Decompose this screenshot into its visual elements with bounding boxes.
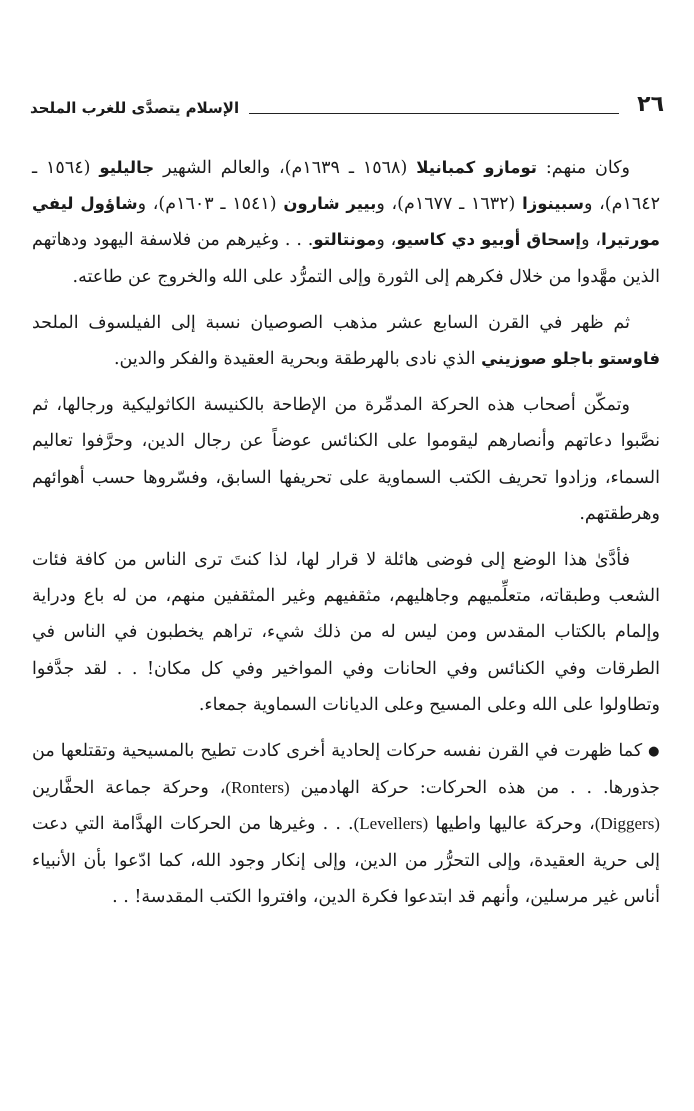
person-name: مونتالتو: [313, 230, 377, 250]
text-run: (١٦٣٢ ـ ١٦٧٧م)، و: [376, 194, 523, 215]
person-name: بيير شارون: [283, 194, 377, 214]
text-run: وكان منهم:: [537, 158, 631, 178]
paragraph: [32, 305, 660, 377]
text-run: ، و: [376, 230, 397, 251]
text-run: وتمكّن أصحاب هذه الحركة المدمِّرة من الإطاحة بالكنيسة الكاثوليكية ورجالها، ثم نصَّبوا دعاتهم وأنصارهم ليقوموا على الكنائس عوضاً عن رجال الدين، وحرَّفوا تعاليم السماء، وزادوا تحريف الكتب السماوية على تحريفها السابق، وفسّروها حسب أهوائهم وهرطقتهم.: [32, 395, 660, 524]
person-name: فاوستو باجلو صوزيني: [481, 349, 660, 369]
text-run: ، وحركة عاليها واطيها: [428, 814, 595, 835]
latin-term: (Diggers): [594, 814, 660, 834]
text-run: ثم ظهر في القرن السابع عشر مذهب الصوصيان نسبة إلى الفيلسوف الملحد: [32, 312, 630, 333]
text-run: ، وحركة جماعة الحفَّارين: [32, 778, 226, 799]
header-rule: [249, 113, 619, 114]
text-run: . . . وغيرهم من فلاسفة اليهود ودهاتهم الذين مهَّدوا من خلال فكرهم إلى الثورة وإلى التمرُّد على الله والخروج عن طاعته.: [32, 230, 660, 287]
body-text: [32, 150, 660, 925]
text-run: الذي نادى بالهرطقة وبحرية العقيدة والفكر والدين.: [113, 349, 482, 370]
page-number: ٢٦: [637, 92, 664, 117]
text-run: (١٥٤١ ـ ١٦٠٣م)، و: [137, 194, 284, 215]
running-title: الإسلام يتصدَّى للغرب الملحد: [30, 99, 240, 117]
text-run: . . . وغيرها من الحركات الهدَّامة التي دعت إلى حرية العقيدة، وإلى التحرُّر من الدين، وإلى إنكار وجود الله، كما ادّعوا بأن الأنبياء أناس غير مرسلين، وأنهم قد ابتدعوا فكرة الدين، وافتروا الكتب المقدسة! . .: [32, 814, 660, 907]
person-name: جاليليو: [99, 158, 155, 177]
text-run: (١٥٦٨ ـ ١٦٣٩م)، والعالم الشهير: [154, 158, 417, 178]
person-name: تومازو كمبانيلا: [416, 158, 538, 177]
latin-term: (Ronters): [225, 778, 290, 798]
paragraph: [32, 542, 660, 723]
paragraph: [32, 150, 660, 295]
person-name: سبينوزا: [522, 194, 584, 214]
text-run: (١٥٦٤ ـ ١٦٤٢م)، و: [32, 158, 661, 215]
person-name: شاؤول ليفي مورتيرا: [32, 194, 660, 250]
latin-term: (Levellers): [353, 814, 429, 834]
text-run: فأدَّىٰ هذا الوضع إلى فوضى هائلة لا قرار لها، لذا كنتَ ترى الناس من كافة فئات الشعب وطبقاته، متعلِّميهم وجاهليهم، مثقفيهم وغير المثقفين منهم، من له باع ودراية وإلمام بالكتاب المقدس ومن ليس له من ذلك شيء، تراهم يخطبون في الناس في الطرقات وفي الكنائس وفي الحانات وفي المواخير وفي كل مكان! . . لقد جدَّفوا وتطاولوا على الله وعلى المسيح وعلى الديانات السماوية جمعاء.: [32, 550, 660, 715]
text-run: ، و: [581, 230, 602, 251]
page-header: [30, 86, 664, 120]
paragraph: [32, 387, 660, 532]
text-run: كما ظهرت في القرن نفسه حركات إلحادية أخرى كادت تطيح بالمسيحية وتقتلعها من جذورها. . . من هذه الحركات: حركة الهادمين: [32, 741, 660, 799]
person-name: إسحاق أوبيو دي كاسيو: [396, 230, 582, 250]
bullet-paragraph: [32, 733, 660, 915]
